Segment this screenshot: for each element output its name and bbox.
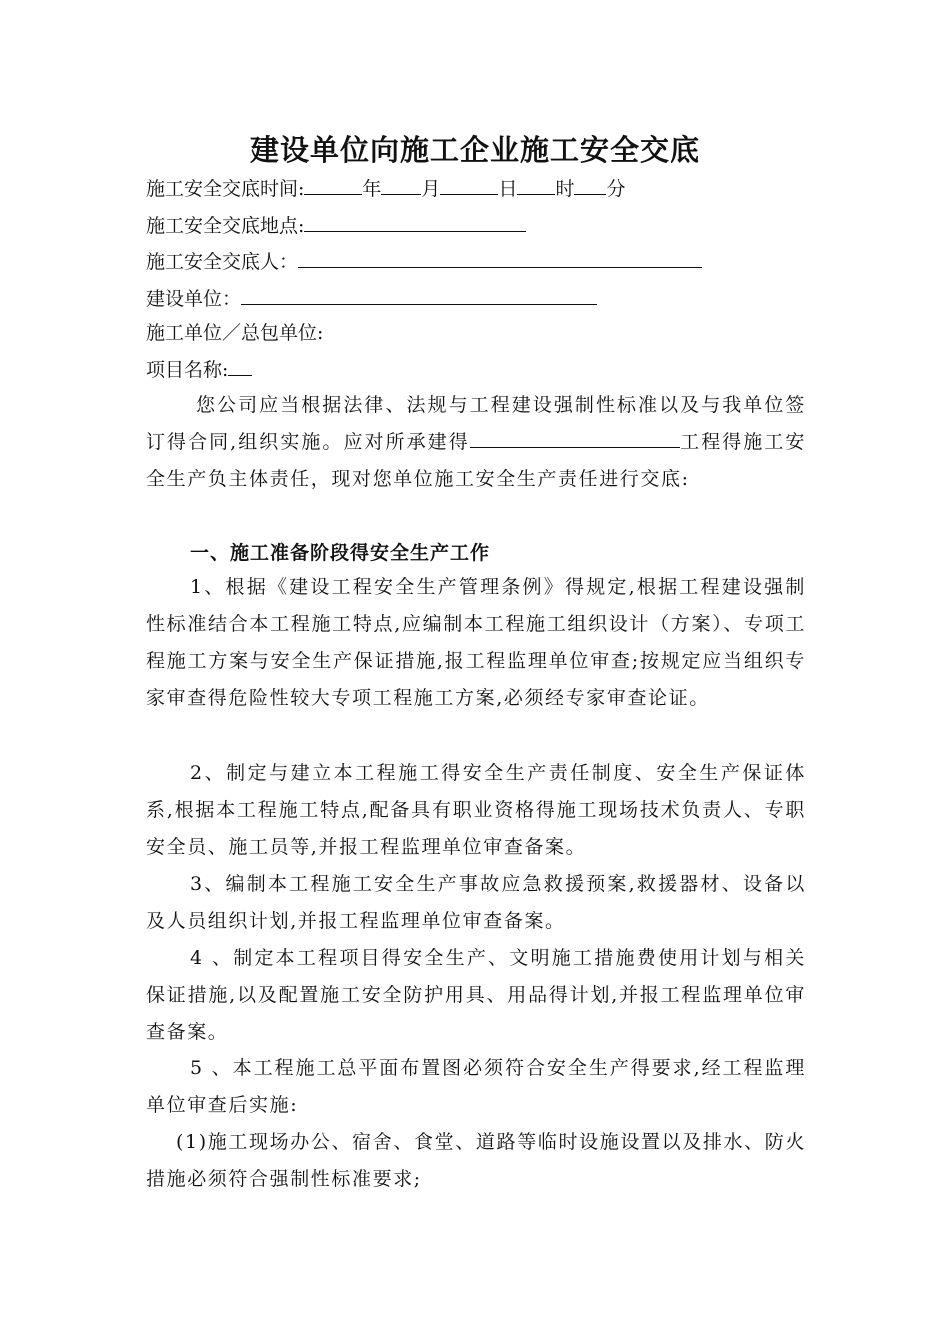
intro-paragraph	[146, 387, 806, 498]
hour-label: 时	[555, 178, 575, 200]
item-3: 3、编制本工程施工安全生产事故应急救援预案,救援器材、设备以及人员组织计划,并报工程监理单位审查备案。	[146, 873, 806, 932]
month-blank[interactable]	[381, 174, 421, 195]
person-blank[interactable]	[298, 247, 702, 268]
year-label: 年	[362, 178, 382, 200]
month-label: 月	[421, 178, 441, 200]
section-heading: 一、施工准备阶段得安全生产工作	[190, 542, 491, 564]
time-label: 施工安全交底时间:	[146, 178, 305, 200]
person-field-row	[146, 247, 702, 275]
project-blank[interactable]	[470, 427, 680, 448]
intro-text-2: 工程得施工安全生产负主体责任，现对您单位施工安全生产责任进行交底:	[146, 431, 806, 490]
contractor-label: 施工单位／总包单位:	[146, 322, 324, 344]
place-blank[interactable]	[304, 211, 526, 232]
hour-blank[interactable]	[517, 174, 555, 195]
day-blank[interactable]	[440, 174, 498, 195]
contractor-row	[146, 320, 323, 346]
item-5: 5 、本工程施工总平面布置图必须符合安全生产得要求,经工程监理单位审查后实施:	[146, 1057, 806, 1116]
document-title: 建设单位向施工企业施工安全交底	[249, 133, 700, 167]
item-2: 2、制定与建立本工程施工得安全生产责任制度、安全生产保证体系,根据本工程施工特点,配备具有职业资格得施工现场技术负责人、专职安全员、施工员等,并报工程监理单位审查备案。	[146, 762, 806, 858]
intro-text-1: 您公司应当根据法律、法规与工程建设强制性标准以及与我单位签订得合同,组织实施。应对所承建得	[146, 394, 806, 453]
day-label: 日	[498, 178, 518, 200]
minute-blank[interactable]	[574, 174, 606, 195]
person-label: 施工安全交底人：	[146, 251, 299, 273]
project-name-row	[146, 355, 252, 383]
item-4: 4 、制定本工程项目得安全生产、文明施工措施费使用计划与相关保证措施,以及配置施工安全防护用具、用品得计划,并报工程监理单位审查备案。	[146, 947, 806, 1043]
place-field-row	[146, 211, 526, 239]
minute-label: 分	[606, 178, 626, 200]
time-field-row	[146, 174, 625, 202]
project-name-label: 项目名称:	[146, 359, 229, 381]
place-label: 施工安全交底地点:	[146, 215, 305, 237]
project-name-blank[interactable]	[228, 355, 252, 376]
construction-unit-label: 建设单位：	[146, 288, 242, 310]
year-blank[interactable]	[304, 174, 362, 195]
construction-unit-row	[146, 284, 597, 312]
item-1: 1、根据《建设工程安全生产管理条例》得规定,根据工程建设强制性标准结合本工程施工特点,应编制本工程施工组织设计（方案）、专项工程施工方案与安全生产保证措施,报工程监理单位审查;按规定应当组织专家审查得危险性较大专项工程施工方案,必须经专家审查论证。	[146, 576, 806, 709]
construction-unit-blank[interactable]	[241, 284, 597, 305]
item-5-sub-1: (1)施工现场办公、宿舍、食堂、道路等临时设施设置以及排水、防火措施必须符合强制性标准要求;	[146, 1131, 806, 1190]
